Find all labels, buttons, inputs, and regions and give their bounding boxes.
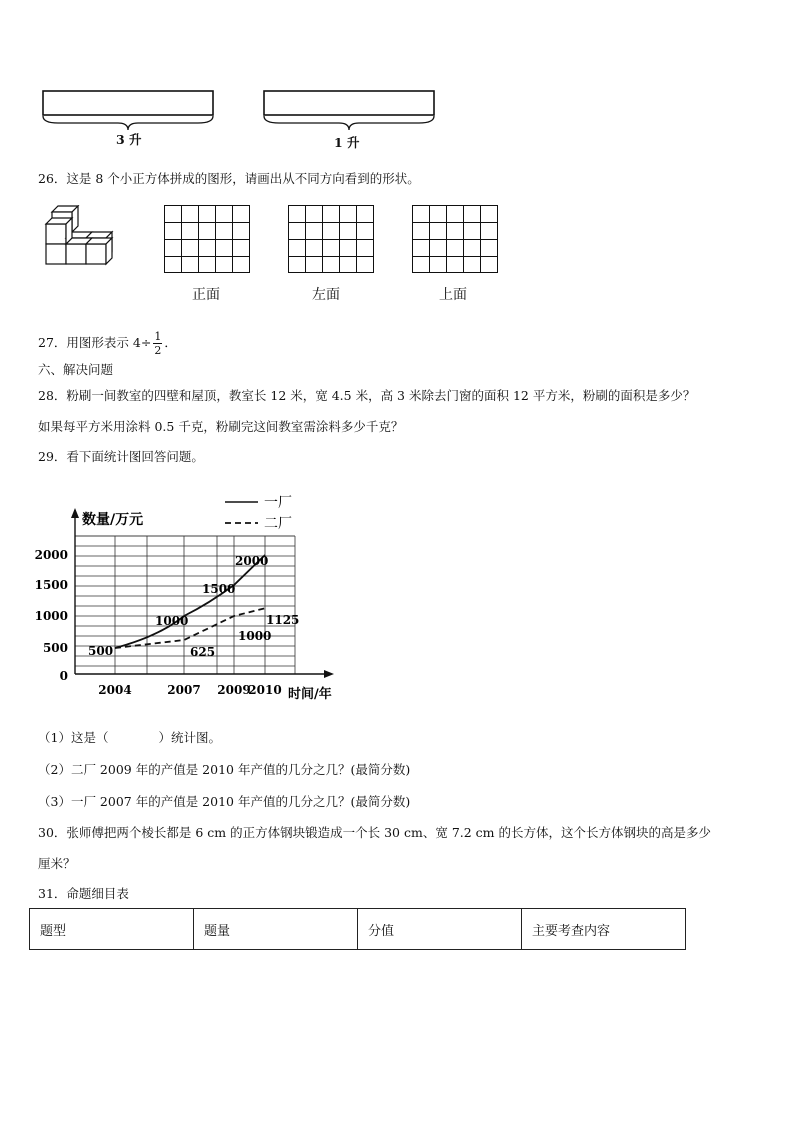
x-tick-label: 2010 [248,683,282,697]
grid-top [412,205,499,278]
question-29-sub1: （1）这是（ ）统计图。 [38,730,221,745]
vessel-right [264,91,434,115]
question-26: 26．这是 8 个小正方体拼成的图形，请画出从不同方向看到的形状。 [38,171,420,186]
line-chart [30,488,360,708]
question-30-line2: 厘米？ [38,856,76,871]
question-30-line1: 30．张师傅把两个棱长都是 6 cm 的正方体钢块锻造成一个长 30 cm、宽 7.2 cm 的长方体，这个长方体钢块的高是多少 [38,825,711,840]
grid-left [288,205,375,278]
fraction [153,330,162,357]
x-tick-label: 2007 [167,683,201,697]
x-axis-arrow [324,670,334,678]
table-row [30,909,686,950]
question-28-line2: 如果每平方米用涂料 0.5 千克，粉刷完这间教室需涂料多少千克？ [38,419,404,434]
legend-label: 二厂 [264,516,292,532]
question-29-sub2: （2）二厂 2009 年的产值是 2010 年产值的几分之几？(最简分数) [38,762,411,777]
table-header-cell: 题型 [30,909,194,950]
x-axis-title: 时间/年 [288,687,332,702]
cube-figure [42,205,127,270]
data-label: 2000 [235,554,269,568]
grid-front [164,205,251,278]
grid-top-svg [412,205,499,274]
view-label-front: 正面 [192,287,220,303]
data-label: 1000 [155,614,189,628]
section-heading: 六、解决问题 [38,362,114,377]
view-label-top: 上面 [439,287,467,303]
fraction-numerator: 1 [154,330,162,343]
y-tick-label: 0 [59,669,68,683]
data-label: 1500 [202,582,236,596]
table-header-cell: 分值 [358,909,522,950]
spec-table-grid [29,908,686,950]
question-27-prefix: 27．用图形表示 4÷ [38,335,152,350]
vessel-diagram [38,88,438,148]
table-header-cell: 题量 [194,909,358,950]
y-axis-arrow [71,508,79,518]
vessel-right-label: 1 升 [334,135,360,150]
question-29: 29．看下面统计图回答问题。 [38,449,204,464]
x-tick-label: 2009 [217,683,251,697]
y-tick-label: 1500 [34,578,68,592]
y-axis-title: 数量/万元 [82,512,144,528]
vessel-svg [38,88,438,148]
fraction-denominator: 2 [154,344,162,357]
table-header-cell: 主要考查内容 [522,909,686,950]
x-tick-label: 2004 [98,683,132,697]
view-label-left: 左面 [312,287,340,303]
y-tick-label: 1000 [34,609,68,623]
grid-left-svg [288,205,375,274]
question-29-sub3: （3）一厂 2007 年的产值是 2010 年产值的几分之几？(最简分数) [38,794,411,809]
legend-label: 一厂 [264,495,292,511]
vessel-left [43,91,213,115]
y-tick-label: 500 [42,641,68,655]
vessel-left-label: 3 升 [116,132,142,147]
data-label: 1125 [266,613,300,627]
data-label: 500 [88,644,114,658]
cube-figure-svg [42,205,127,270]
y-tick-label: 2000 [34,548,68,562]
question-31: 31．命题细目表 [38,886,129,901]
line-chart-svg [30,488,360,708]
grid-front-svg [164,205,251,274]
spec-table [29,908,686,950]
question-27-suffix: ． [164,335,177,350]
brace-right [264,116,434,130]
data-label: 625 [190,645,216,659]
brace-left [43,116,213,130]
data-label: 1000 [238,629,272,643]
question-27 [38,330,177,357]
question-28-line1: 28．粉刷一间教室的四壁和屋顶，教室长 12 米，宽 4.5 米，高 3 米除去门窗的面积 12 平方米，粉刷的面积是多少？ [38,388,696,403]
